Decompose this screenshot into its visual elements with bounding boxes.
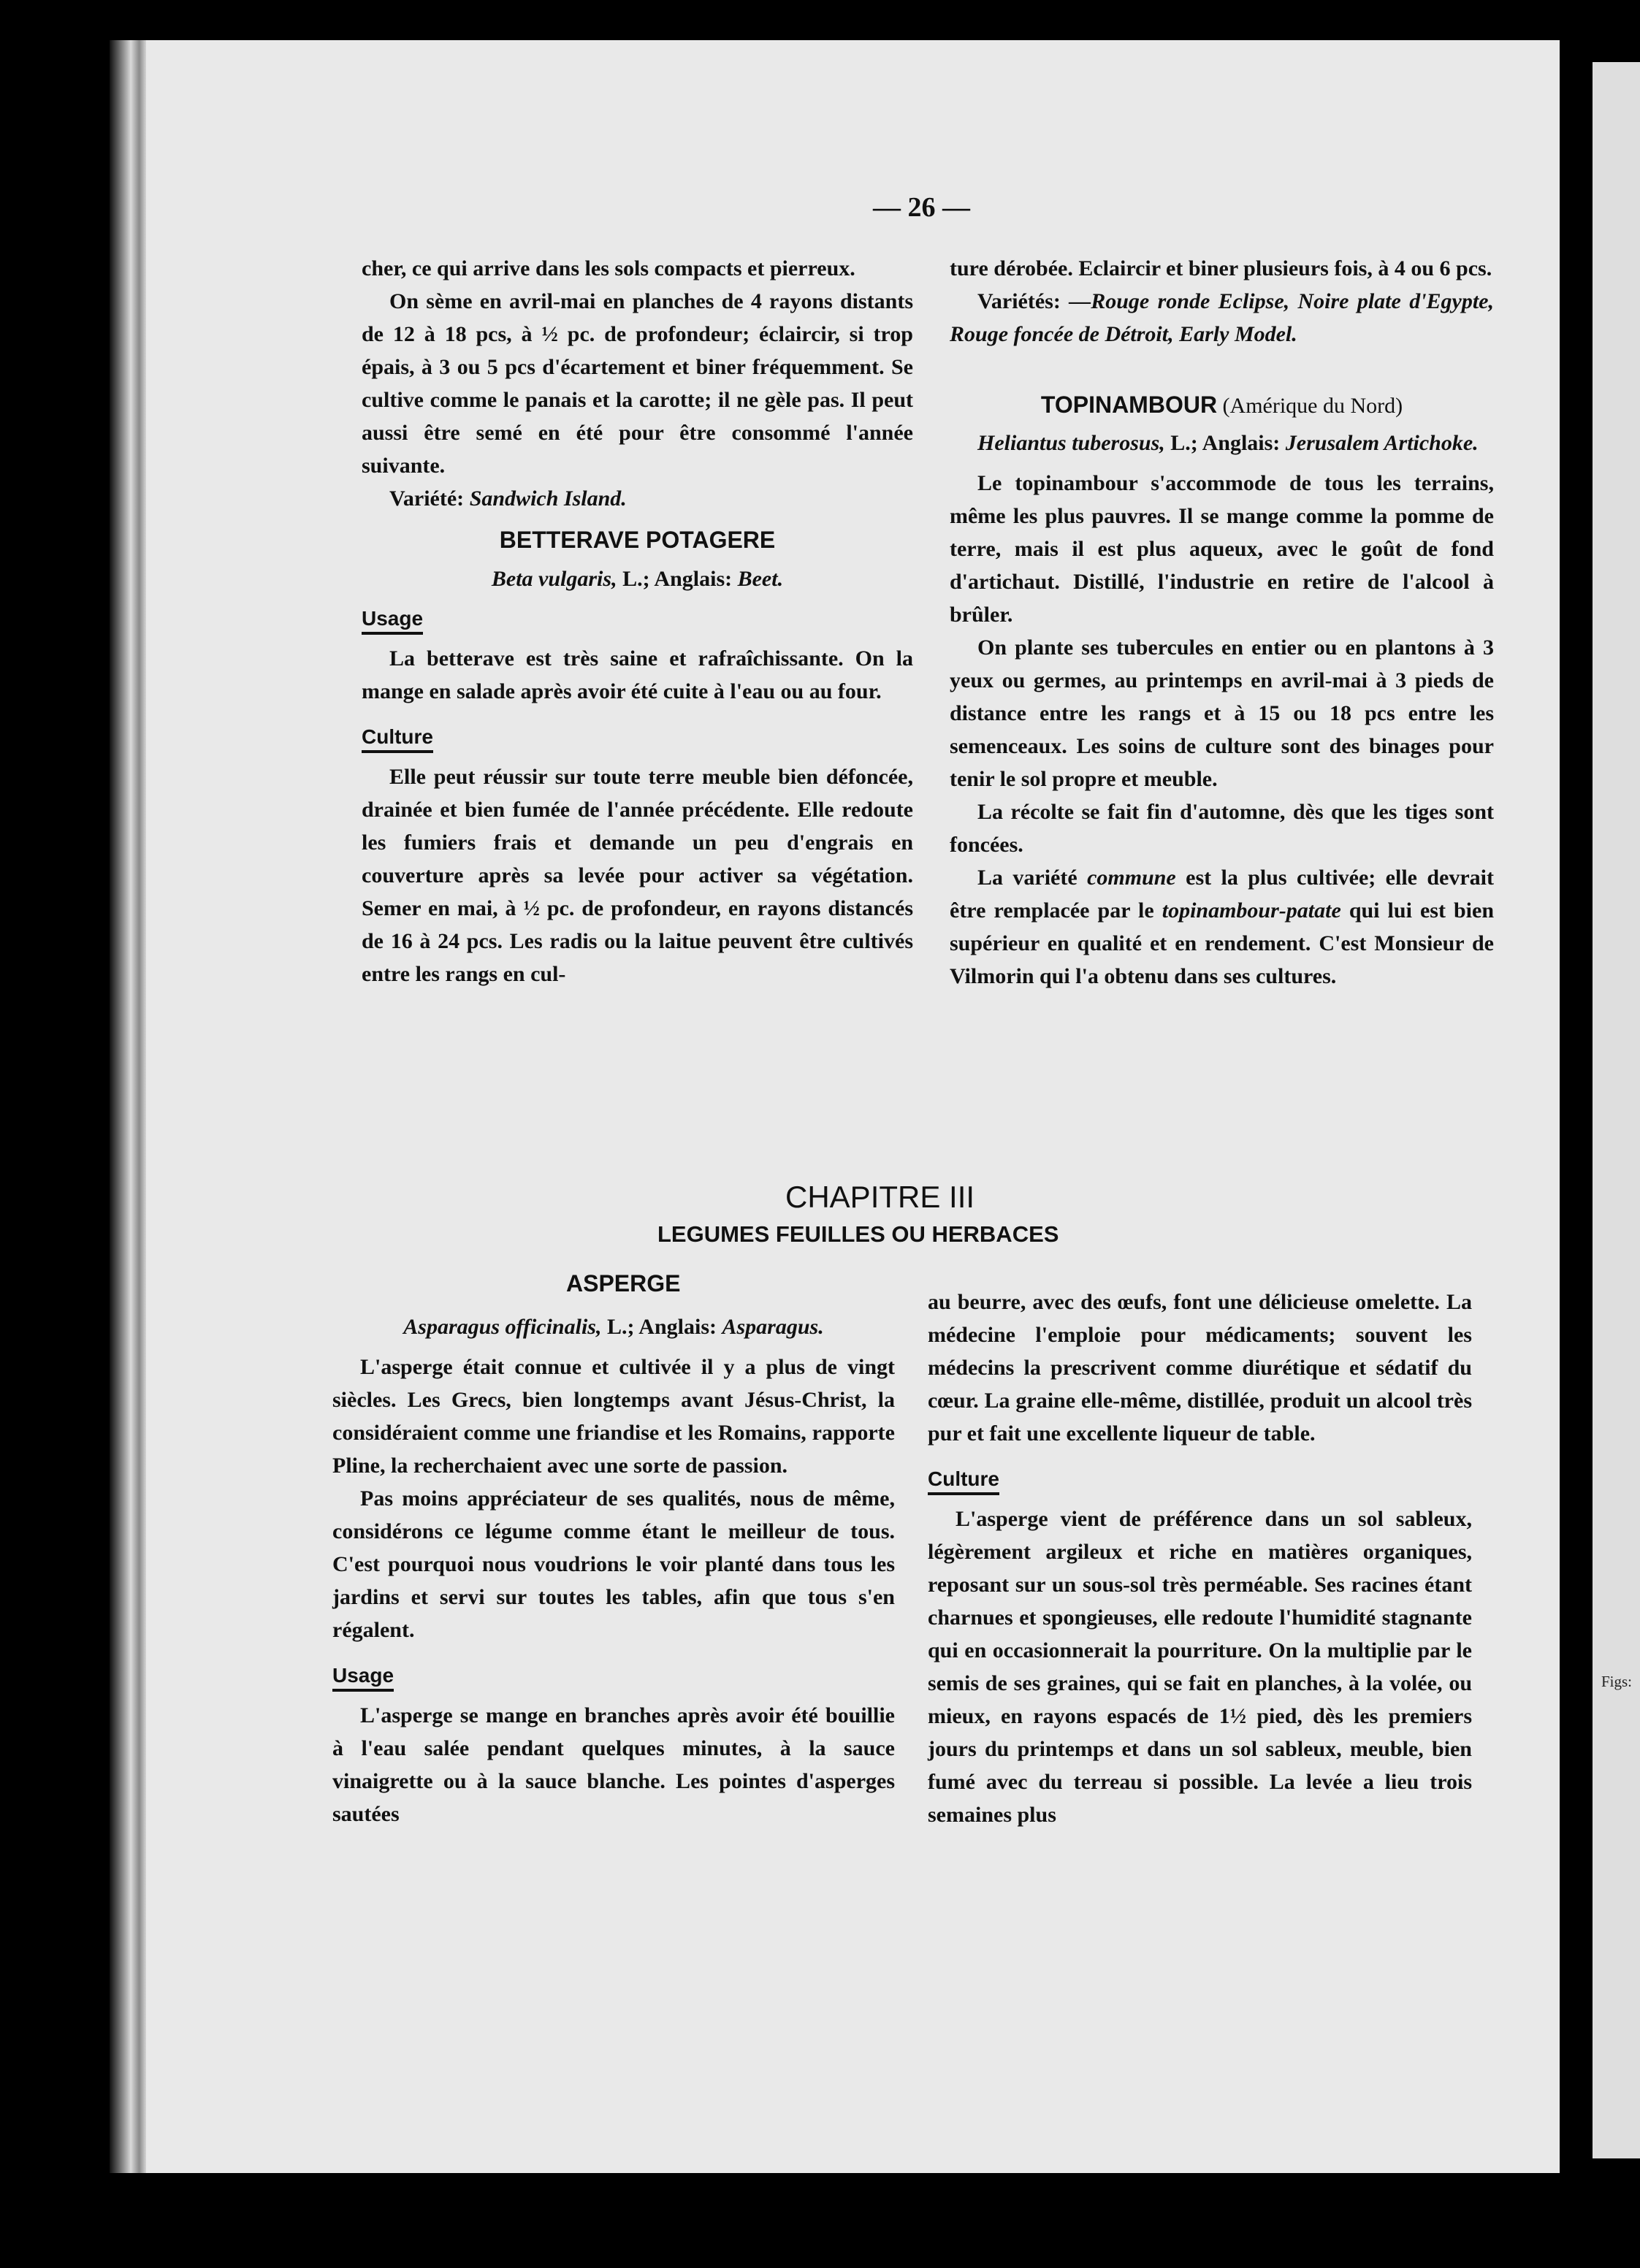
paragraph: Pas moins appréciateur de ses qualités, nous de même, considérons ce légume comme étant le meilleur de tous. C'est pourquoi nous voudrions le voir planté dans tous les jardins et servi sur toutes les tables, afin que tous s'en régalent. bbox=[332, 1486, 895, 1642]
english-name: Asparagus. bbox=[722, 1315, 824, 1339]
latin-name: Beta vulgaris, bbox=[491, 567, 617, 591]
variety-line bbox=[362, 482, 913, 515]
paragraph: ture dérobée. Eclaircir et biner plusieurs fois, à 4 ou 6 pcs. bbox=[950, 256, 1492, 280]
latin-rest: L.; Anglais: bbox=[622, 567, 733, 591]
paragraph: L'asperge se mange en branches après avoir été bouillie à l'eau salée pendant quelques minutes, à la sauce vinaigrette ou à la sauce blanche. Les pointes d'asperges sautées bbox=[332, 1703, 895, 1826]
left-column-top bbox=[362, 252, 913, 990]
subheading-culture: Culture bbox=[362, 724, 433, 753]
latin-rest: L.; Anglais: bbox=[606, 1315, 717, 1339]
varieties-label: Variétés: bbox=[977, 289, 1061, 313]
paragraph: cher, ce qui arrive dans les sols compacts et pierreux. bbox=[362, 256, 855, 280]
left-column-bottom bbox=[332, 1267, 895, 1830]
subheading-usage: Usage bbox=[332, 1662, 394, 1692]
english-name: Beet. bbox=[737, 567, 784, 591]
text-run: qui lui est bien supérieur en qualité et en rendement. C'est Monsieur de Vilmorin qui l'a obtenu dans ses cultures. bbox=[950, 898, 1494, 988]
chapter-subtitle: LEGUMES FEUILLES OU HERBACES bbox=[657, 1221, 1059, 1247]
subheading-usage: Usage bbox=[362, 606, 423, 635]
paragraph: On sème en avril-mai en planches de 4 rayons distants de 12 à 18 pcs, à ½ pc. de profondeur; éclaircir, si trop épais, à 3 ou 5 pcs d'écartement et biner fréquemment. Se cultive comme le panais et la carotte; il ne gèle pas. Il peut aussi être semé en été pour être consommé l'année suivante. bbox=[362, 289, 913, 478]
text-run-italic: commune bbox=[1087, 866, 1176, 890]
paragraph: au beurre, avec des œufs, font une délicieuse omelette. La médecine l'emploie pour médicaments; souvent les médecins la prescrivent comme diurétique et sédatif du cœur. La graine elle-même, distillée, produit un alcool très pur et fait une excellente liqueur de table. bbox=[928, 1290, 1472, 1446]
latin-name-line bbox=[332, 1310, 895, 1343]
chapter-title: CHAPITRE III bbox=[785, 1180, 975, 1214]
paragraph: L'asperge était connue et cultivée il y a plus de vingt siècles. Les Grecs, bien longtemps avant Jésus-Christ, la considéraient comme une friandise et les Romains, rapporte Pline, la recherchaient avec une sorte de passion. bbox=[332, 1355, 895, 1478]
english-name: Jerusalem Artichoke. bbox=[1285, 431, 1479, 455]
paragraph: Elle peut réussir sur toute terre meuble bien défoncée, drainée et bien fumée de l'année précédente. Elle redoute les fumiers frais et demande un peu d'engrais en couverture après sa levée pour activer sa végétation. Semer en mai, à ½ pc. de profondeur, en rayons distancés de 16 à 24 pcs. Les radis ou la laitue peuvent être cultivés entre les rangs en cul- bbox=[362, 765, 913, 986]
section-title: TOPINAMBOUR bbox=[1040, 392, 1218, 418]
varieties-value: —Rouge ronde Eclipse, Noire plate d'Egypte, Rouge foncée de Détroit, Early Model. bbox=[950, 289, 1495, 346]
page-number: — 26 — bbox=[873, 192, 970, 223]
paragraph: L'asperge vient de préférence dans un sol sableux, légèrement argileux et riche en matières organiques, reposant sur un sous-sol très perméable. Ses racines étant charnues et spongieuses, elle redoute l'humidité stagnante qui en occasionnerait la pourriture. On la multiplie par le semis de ses graines, qui se fait en planches, à la volée, ou mieux, en rayons espacés de 1½ pied, dès les premiers jours du printemps et dans un sol sableux, meuble, bien fumé avec du terreau si possible. La levée a lieu trois semaines plus bbox=[928, 1507, 1472, 1827]
right-column-bottom bbox=[928, 1286, 1472, 1831]
latin-name-line bbox=[950, 427, 1494, 459]
section-title: ASPERGE bbox=[566, 1270, 681, 1297]
paragraph: Le topinambour s'accommode de tous les terrains, même les plus pauvres. Il se mange comme la pomme de terre, mais il est plus aqueux, avec le goût de fond d'artichaut. Distillé, l'industrie en retire de l'alcool à brûler. bbox=[950, 471, 1494, 627]
varieties-line bbox=[950, 285, 1494, 351]
right-column-top bbox=[950, 252, 1494, 993]
latin-name: Asparagus officinalis, bbox=[403, 1315, 602, 1339]
origin: (Amérique du Nord) bbox=[1222, 394, 1403, 418]
adjacent-page-label: Figs: bbox=[1601, 1673, 1633, 1690]
adjacent-page-edge bbox=[1593, 62, 1640, 2158]
text-run: La variété bbox=[977, 866, 1078, 890]
latin-name: Heliantus tuberosus, bbox=[977, 431, 1165, 455]
subheading-culture: Culture bbox=[928, 1466, 999, 1495]
paragraph: La récolte se fait fin d'automne, dès que les tiges sont foncées. bbox=[950, 800, 1494, 857]
paragraph: La betterave est très saine et rafraîchissante. On la mange en salade après avoir été cuite à l'eau ou au four. bbox=[362, 646, 913, 703]
variety-label: Variété: bbox=[389, 486, 465, 511]
latin-rest: L.; Anglais: bbox=[1170, 431, 1281, 455]
paragraph bbox=[950, 861, 1494, 993]
latin-name-line bbox=[362, 562, 913, 595]
text-run-italic: topinambour-patate bbox=[1162, 898, 1341, 923]
text-run: est la plus cultivée; elle devrait être remplacée par le bbox=[950, 866, 1494, 923]
section-title-line bbox=[950, 389, 1494, 422]
section-title: BETTERAVE POTAGERE bbox=[499, 527, 776, 553]
paragraph: On plante ses tubercules en entier ou en plantons à 3 yeux ou germes, au printemps en avril-mai à 3 pieds de distance entre les rangs et à 15 ou 18 pcs entre les semenceaux. Les soins de culture sont des binages pour tenir le sol propre et meuble. bbox=[950, 635, 1494, 791]
variety-value: Sandwich Island. bbox=[469, 486, 627, 511]
